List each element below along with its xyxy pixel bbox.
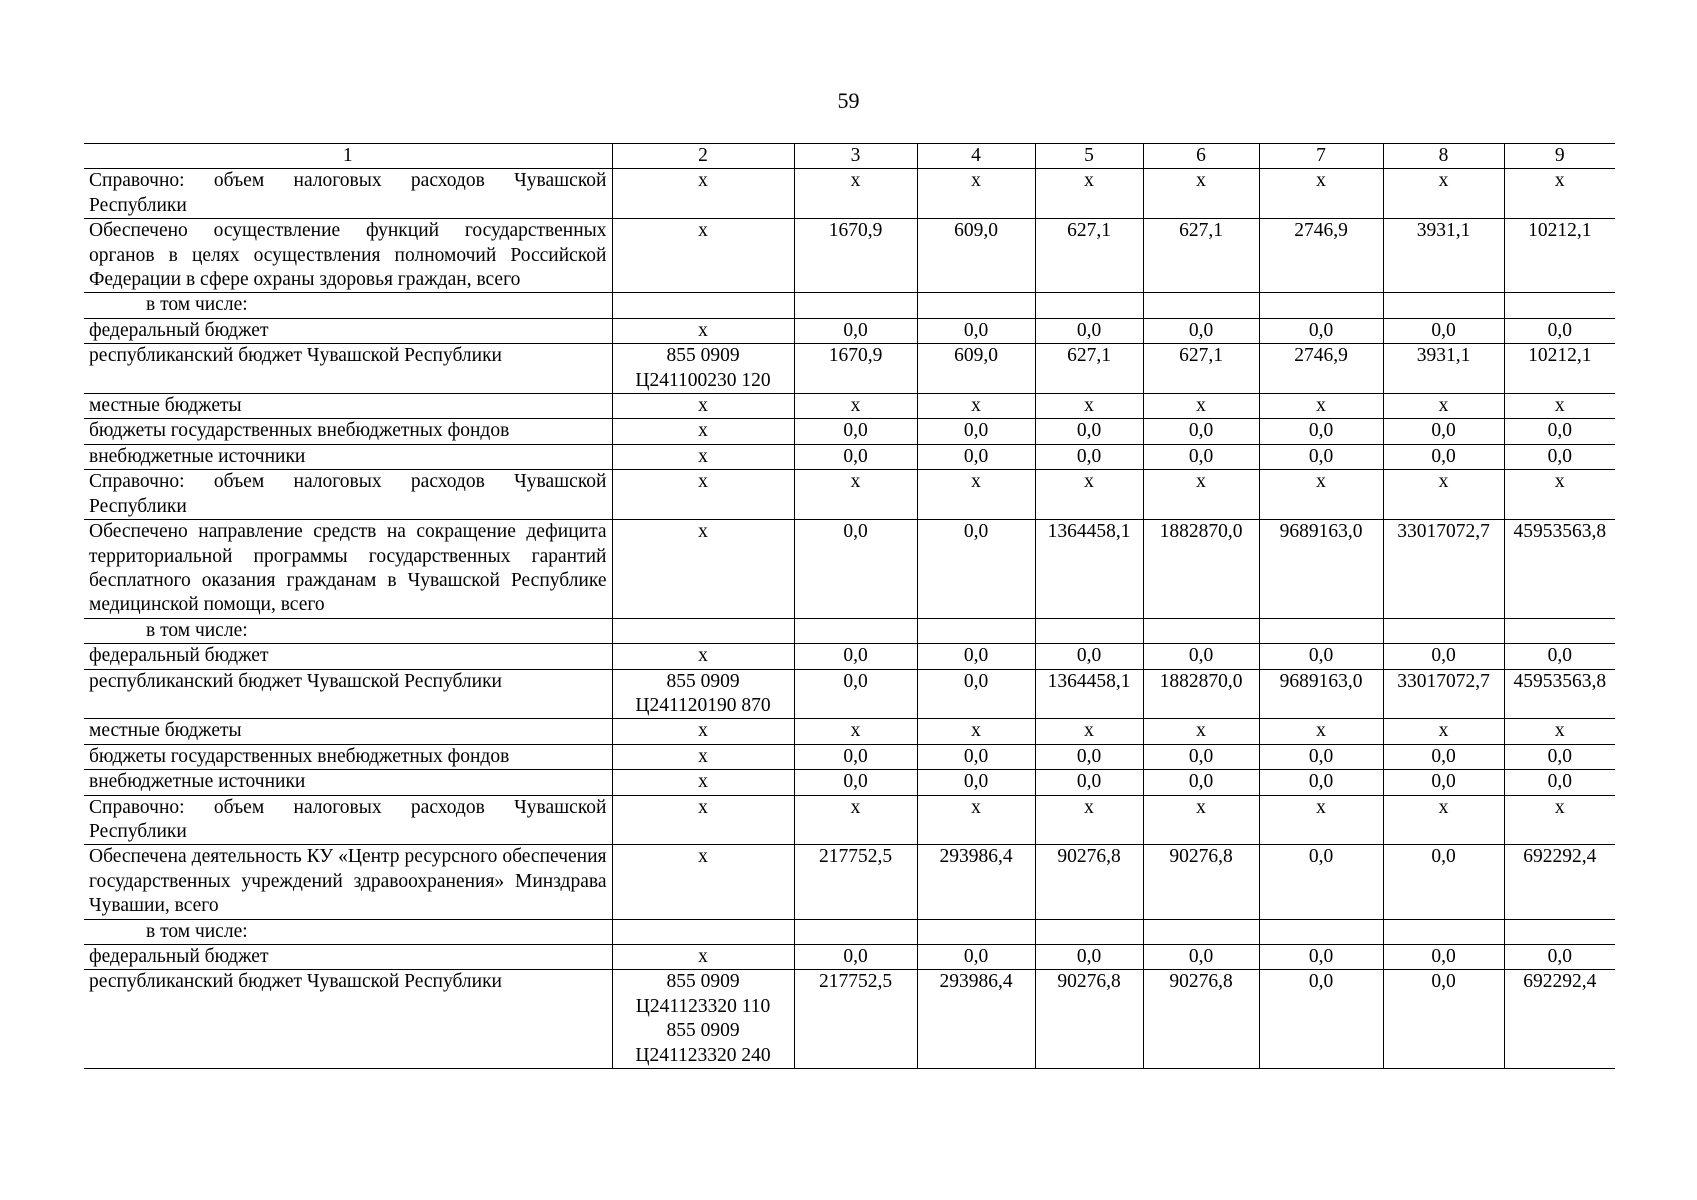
table-row — [84, 444, 1615, 469]
value-cell: 90276,8 — [1143, 970, 1259, 1069]
column-number: 9 — [1504, 144, 1615, 169]
table-body — [84, 144, 1615, 1069]
table-row — [84, 470, 1615, 520]
column-number-row — [84, 144, 1615, 169]
table-row — [84, 744, 1615, 769]
value-cell: 2746,9 — [1259, 219, 1383, 293]
row-label: Обеспечена деятельность КУ «Центр ресурсного обеспечения государственных учреждений здравоохранения» Минздрава Чувашии, всего — [84, 845, 612, 919]
value-cell: х — [1259, 394, 1383, 419]
row-label: бюджеты государственных внебюджетных фондов — [84, 744, 612, 769]
value-cell — [917, 293, 1035, 318]
column-number: 5 — [1035, 144, 1143, 169]
row-label: в том числе: — [84, 618, 612, 643]
budget-code-cell: х — [612, 444, 794, 469]
row-label: Справочно: объем налоговых расходов Чувашской Республики — [84, 470, 612, 520]
budget-code-cell: х — [612, 644, 794, 669]
value-cell — [794, 919, 917, 944]
value-cell: 0,0 — [1035, 945, 1143, 970]
value-cell: 0,0 — [917, 419, 1035, 444]
row-label: республиканский бюджет Чувашской Республики — [84, 970, 612, 1069]
value-cell: 0,0 — [1259, 744, 1383, 769]
value-cell — [794, 293, 917, 318]
budget-code-cell — [612, 293, 794, 318]
value-cell: х — [917, 394, 1035, 419]
table-row — [84, 919, 1615, 944]
value-cell: х — [794, 719, 917, 744]
value-cell: 2746,9 — [1259, 344, 1383, 394]
value-cell: 0,0 — [1383, 770, 1504, 795]
budget-code-cell: х — [612, 845, 794, 919]
value-cell: х — [1504, 795, 1615, 845]
value-cell: 10212,1 — [1504, 344, 1615, 394]
value-cell: 0,0 — [1143, 945, 1259, 970]
row-label: Справочно: объем налоговых расходов Чувашской Республики — [84, 795, 612, 845]
value-cell: 0,0 — [1035, 770, 1143, 795]
budget-code-cell: х — [612, 419, 794, 444]
value-cell: х — [1035, 719, 1143, 744]
value-cell: х — [1383, 719, 1504, 744]
budget-code-cell: х — [612, 318, 794, 343]
row-label: Обеспечено осуществление функций государственных органов в целях осуществления полномочий Российской Федерации в сфере охраны здоровья граждан, всего — [84, 219, 612, 293]
value-cell: 1364458,1 — [1035, 520, 1143, 619]
row-label: внебюджетные источники — [84, 444, 612, 469]
value-cell: х — [917, 470, 1035, 520]
value-cell: 293986,4 — [917, 845, 1035, 919]
row-label: Обеспечено направление средств на сокращение дефицита территориальной программы государственных гарантий бесплатного оказания гражданам в Чувашской Республике медицинской помощи, всего — [84, 520, 612, 619]
value-cell — [1504, 618, 1615, 643]
value-cell: х — [1259, 795, 1383, 845]
value-cell: 0,0 — [1259, 644, 1383, 669]
value-cell: х — [917, 719, 1035, 744]
budget-code-cell: х — [612, 470, 794, 520]
value-cell: 0,0 — [794, 520, 917, 619]
value-cell: 1882870,0 — [1143, 520, 1259, 619]
page-number: 59 — [837, 88, 860, 113]
value-cell: х — [1259, 169, 1383, 219]
table-row — [84, 219, 1615, 293]
value-cell: х — [1259, 719, 1383, 744]
value-cell: 0,0 — [794, 318, 917, 343]
value-cell: 0,0 — [1504, 444, 1615, 469]
value-cell — [1259, 293, 1383, 318]
value-cell: х — [794, 169, 917, 219]
value-cell: 0,0 — [1383, 744, 1504, 769]
value-cell: 1670,9 — [794, 219, 917, 293]
row-label: местные бюджеты — [84, 394, 612, 419]
value-cell: 0,0 — [1143, 419, 1259, 444]
value-cell: х — [1383, 795, 1504, 845]
value-cell: 0,0 — [1035, 744, 1143, 769]
column-number: 8 — [1383, 144, 1504, 169]
row-label: бюджеты государственных внебюджетных фондов — [84, 419, 612, 444]
value-cell: 0,0 — [1383, 444, 1504, 469]
table-row — [84, 344, 1615, 394]
row-label: федеральный бюджет — [84, 318, 612, 343]
budget-code-cell: х — [612, 520, 794, 619]
value-cell: 0,0 — [1504, 644, 1615, 669]
value-cell: 609,0 — [917, 219, 1035, 293]
value-cell — [1259, 919, 1383, 944]
value-cell: 0,0 — [1383, 419, 1504, 444]
value-cell: 0,0 — [1259, 419, 1383, 444]
value-cell: х — [794, 795, 917, 845]
value-cell — [1035, 293, 1143, 318]
value-cell: х — [1035, 470, 1143, 520]
value-cell — [1504, 293, 1615, 318]
value-cell — [1035, 919, 1143, 944]
value-cell: 0,0 — [1259, 845, 1383, 919]
table-row — [84, 669, 1615, 719]
value-cell — [1143, 919, 1259, 944]
value-cell: 0,0 — [1383, 644, 1504, 669]
table-row — [84, 845, 1615, 919]
value-cell: х — [1035, 394, 1143, 419]
value-cell: 0,0 — [1035, 644, 1143, 669]
column-number: 2 — [612, 144, 794, 169]
column-number: 4 — [917, 144, 1035, 169]
row-label: республиканский бюджет Чувашской Республики — [84, 344, 612, 394]
value-cell: 0,0 — [1504, 744, 1615, 769]
value-cell: 3931,1 — [1383, 219, 1504, 293]
value-cell — [1383, 919, 1504, 944]
table-row — [84, 945, 1615, 970]
value-cell: 0,0 — [794, 744, 917, 769]
row-label: местные бюджеты — [84, 719, 612, 744]
value-cell: 0,0 — [1143, 744, 1259, 769]
column-number: 3 — [794, 144, 917, 169]
table-row — [84, 970, 1615, 1069]
value-cell: 0,0 — [1259, 970, 1383, 1069]
value-cell: 0,0 — [794, 770, 917, 795]
row-label: внебюджетные источники — [84, 770, 612, 795]
table-row — [84, 169, 1615, 219]
value-cell: 0,0 — [1504, 419, 1615, 444]
table-row — [84, 719, 1615, 744]
budget-code-cell: 855 0909 Ц241123320 110 855 0909 Ц241123320 240 — [612, 970, 794, 1069]
row-label: республиканский бюджет Чувашской Республики — [84, 669, 612, 719]
value-cell: х — [1259, 470, 1383, 520]
value-cell: 10212,1 — [1504, 219, 1615, 293]
value-cell: х — [794, 394, 917, 419]
column-number: 7 — [1259, 144, 1383, 169]
row-label: федеральный бюджет — [84, 945, 612, 970]
budget-code-cell: х — [612, 219, 794, 293]
value-cell: 0,0 — [1035, 318, 1143, 343]
row-label: в том числе: — [84, 919, 612, 944]
table-row — [84, 318, 1615, 343]
value-cell — [917, 618, 1035, 643]
budget-code-cell: х — [612, 394, 794, 419]
value-cell: 0,0 — [794, 444, 917, 469]
value-cell: х — [917, 169, 1035, 219]
budget-code-cell: х — [612, 744, 794, 769]
value-cell: 9689163,0 — [1259, 669, 1383, 719]
value-cell: х — [1035, 169, 1143, 219]
budget-code-cell: 855 0909 Ц241100230 120 — [612, 344, 794, 394]
budget-code-cell — [612, 618, 794, 643]
value-cell: х — [917, 795, 1035, 845]
value-cell: 9689163,0 — [1259, 520, 1383, 619]
row-label: в том числе: — [84, 293, 612, 318]
value-cell: 0,0 — [1383, 318, 1504, 343]
value-cell: 0,0 — [917, 669, 1035, 719]
value-cell: 45953563,8 — [1504, 520, 1615, 619]
value-cell: 1364458,1 — [1035, 669, 1143, 719]
value-cell: 0,0 — [917, 744, 1035, 769]
column-number: 6 — [1143, 144, 1259, 169]
value-cell: 0,0 — [1504, 318, 1615, 343]
value-cell: 627,1 — [1035, 344, 1143, 394]
value-cell: 217752,5 — [794, 970, 917, 1069]
value-cell: 0,0 — [1259, 318, 1383, 343]
value-cell: х — [1383, 394, 1504, 419]
value-cell: 0,0 — [1143, 444, 1259, 469]
value-cell: 0,0 — [917, 520, 1035, 619]
value-cell — [1035, 618, 1143, 643]
value-cell: 0,0 — [1143, 644, 1259, 669]
value-cell: х — [1143, 719, 1259, 744]
value-cell: 0,0 — [794, 419, 917, 444]
value-cell: 0,0 — [1259, 770, 1383, 795]
value-cell: х — [1143, 169, 1259, 219]
value-cell: 0,0 — [917, 945, 1035, 970]
value-cell — [1504, 919, 1615, 944]
value-cell: х — [1143, 470, 1259, 520]
budget-code-cell: х — [612, 169, 794, 219]
value-cell: 217752,5 — [794, 845, 917, 919]
budget-code-cell: 855 0909 Ц241120190 870 — [612, 669, 794, 719]
value-cell: 0,0 — [1383, 845, 1504, 919]
value-cell: 692292,4 — [1504, 970, 1615, 1069]
value-cell: 0,0 — [917, 444, 1035, 469]
value-cell: 609,0 — [917, 344, 1035, 394]
value-cell — [794, 618, 917, 643]
value-cell: х — [1504, 470, 1615, 520]
value-cell: х — [1383, 470, 1504, 520]
value-cell: х — [1504, 719, 1615, 744]
row-label: федеральный бюджет — [84, 644, 612, 669]
table-row — [84, 770, 1615, 795]
value-cell — [1259, 618, 1383, 643]
table-row — [84, 419, 1615, 444]
value-cell: 0,0 — [1143, 318, 1259, 343]
value-cell: 0,0 — [1504, 770, 1615, 795]
table-row — [84, 520, 1615, 619]
value-cell: 33017072,7 — [1383, 520, 1504, 619]
value-cell: 45953563,8 — [1504, 669, 1615, 719]
value-cell: 293986,4 — [917, 970, 1035, 1069]
table-row — [84, 293, 1615, 318]
value-cell: х — [1143, 394, 1259, 419]
value-cell: 90276,8 — [1035, 845, 1143, 919]
table-row — [84, 618, 1615, 643]
value-cell: 627,1 — [1143, 344, 1259, 394]
value-cell: 0,0 — [1143, 770, 1259, 795]
value-cell: 0,0 — [1259, 945, 1383, 970]
value-cell: х — [1504, 169, 1615, 219]
value-cell: 0,0 — [1035, 444, 1143, 469]
table-row — [84, 795, 1615, 845]
value-cell — [1143, 618, 1259, 643]
value-cell: 692292,4 — [1504, 845, 1615, 919]
value-cell: 0,0 — [917, 770, 1035, 795]
value-cell: 0,0 — [917, 644, 1035, 669]
value-cell: 1670,9 — [794, 344, 917, 394]
value-cell: х — [1504, 394, 1615, 419]
value-cell: 0,0 — [917, 318, 1035, 343]
budget-table — [84, 143, 1615, 1069]
value-cell: 33017072,7 — [1383, 669, 1504, 719]
value-cell: 0,0 — [1383, 970, 1504, 1069]
table-row — [84, 644, 1615, 669]
value-cell: 0,0 — [1035, 419, 1143, 444]
value-cell: 627,1 — [1143, 219, 1259, 293]
value-cell: 0,0 — [1383, 945, 1504, 970]
value-cell: 0,0 — [1504, 945, 1615, 970]
value-cell: х — [1143, 795, 1259, 845]
value-cell: 90276,8 — [1035, 970, 1143, 1069]
value-cell: х — [1383, 169, 1504, 219]
value-cell: 627,1 — [1035, 219, 1143, 293]
budget-code-cell — [612, 919, 794, 944]
value-cell: 90276,8 — [1143, 845, 1259, 919]
value-cell: х — [1035, 795, 1143, 845]
budget-code-cell: х — [612, 795, 794, 845]
value-cell — [1143, 293, 1259, 318]
value-cell — [1383, 293, 1504, 318]
value-cell: 0,0 — [794, 669, 917, 719]
budget-code-cell: х — [612, 945, 794, 970]
value-cell: 1882870,0 — [1143, 669, 1259, 719]
value-cell: 0,0 — [794, 644, 917, 669]
value-cell: 0,0 — [1259, 444, 1383, 469]
value-cell — [917, 919, 1035, 944]
value-cell — [1383, 618, 1504, 643]
budget-code-cell: х — [612, 770, 794, 795]
value-cell: 0,0 — [794, 945, 917, 970]
budget-code-cell: х — [612, 719, 794, 744]
row-label: Справочно: объем налоговых расходов Чувашской Республики — [84, 169, 612, 219]
value-cell: 3931,1 — [1383, 344, 1504, 394]
column-number: 1 — [84, 144, 612, 169]
table-row — [84, 394, 1615, 419]
value-cell: х — [794, 470, 917, 520]
